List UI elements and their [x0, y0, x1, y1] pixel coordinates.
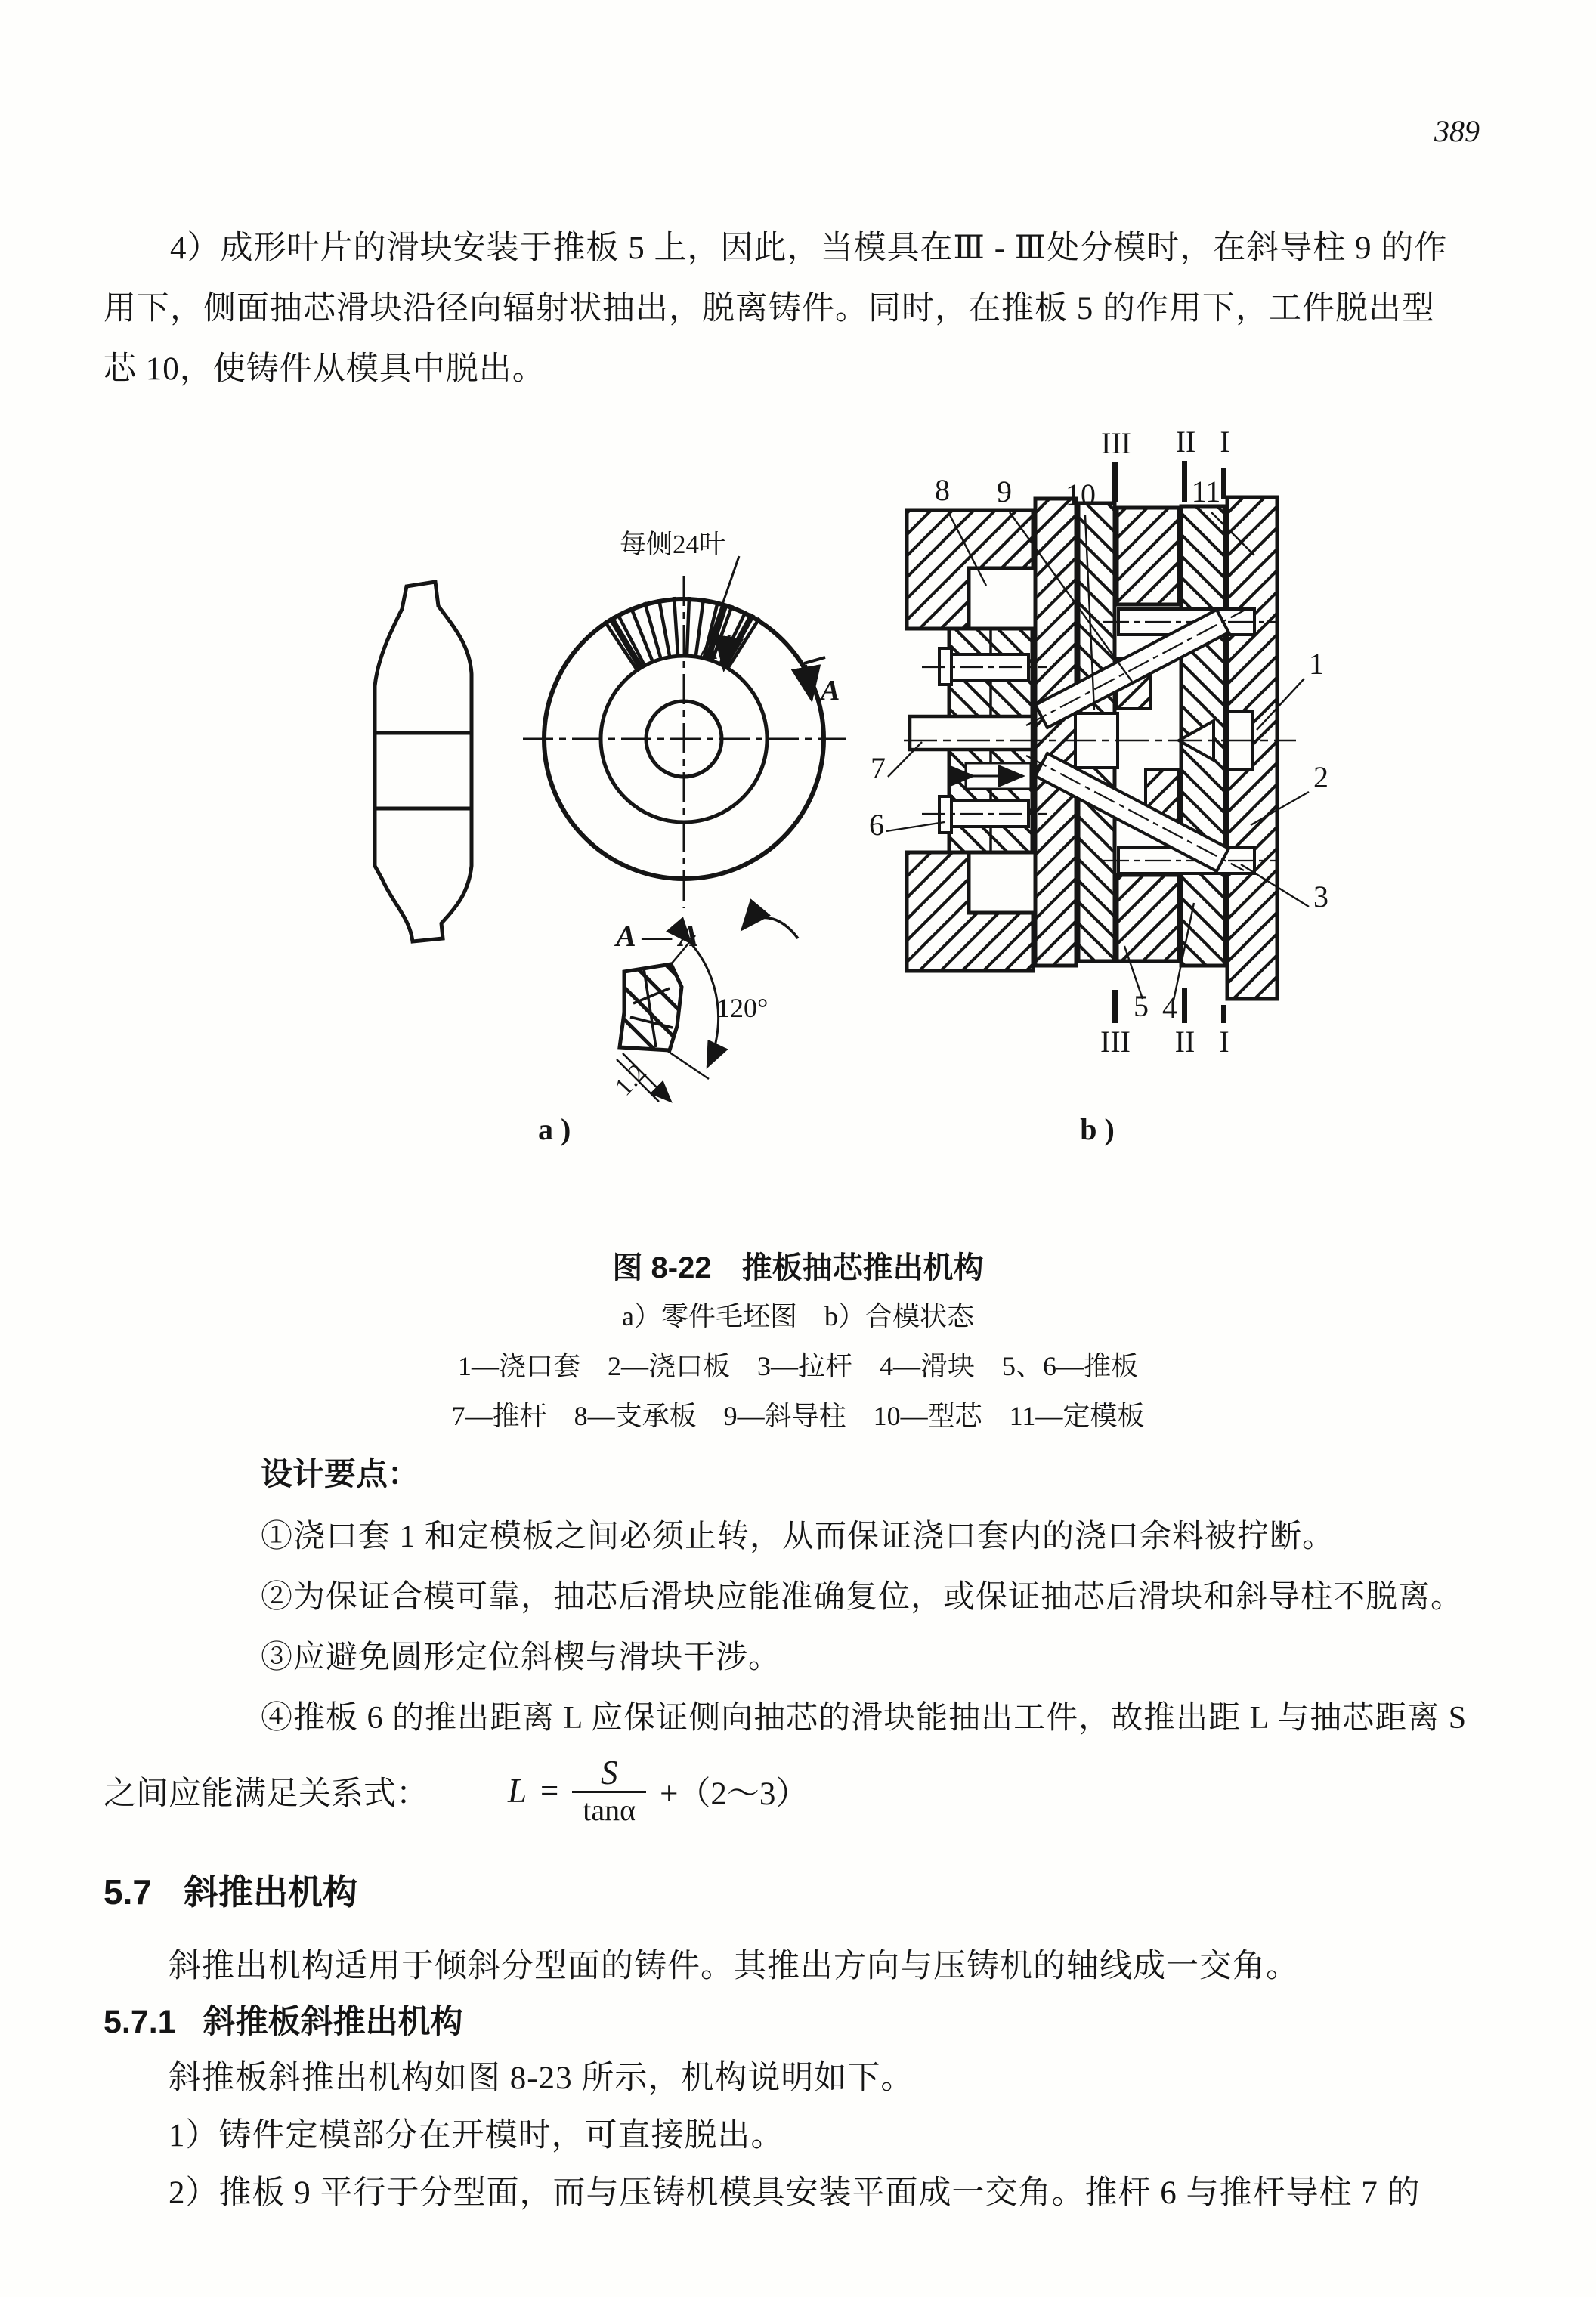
clamp-bracket-bottom — [907, 852, 1033, 971]
formula-denominator: tanα — [572, 1791, 646, 1826]
figure-caption-subtitle: a）零件毛坯图 b）合模状态 — [622, 1301, 974, 1331]
figure-8-22-drawing — [317, 408, 1481, 1220]
callout-11: 11 — [1191, 475, 1221, 509]
slide-blocks — [1117, 508, 1179, 961]
section-5-7-1-title: 斜推板斜推出机构 — [203, 2004, 463, 2040]
mark-top-III: III — [1101, 426, 1131, 460]
formula-lhs: L — [508, 1772, 527, 1810]
top-paragraph-line-2: 用下，侧面抽芯滑块沿径向辐射状抽出，脱离铸件。同时，在推板 5 的作用下，工件脱出型 — [104, 291, 1435, 326]
section-5-7-1-line-3: 2）推板 9 平行于分型面，而与压铸机模具安装平面成一交角。推杆 6 与推杆导柱 7 的 — [169, 2175, 1421, 2211]
section-arrow-right-bar — [804, 657, 825, 663]
clamp-bracket-top — [907, 510, 1033, 629]
design-points-heading: 设计要点： — [261, 1456, 420, 1492]
part-a-label: a ) — [538, 1112, 571, 1146]
angle-dim-label: 120° — [716, 993, 769, 1023]
callout-10: 10 — [1066, 478, 1096, 512]
callout-5: 5 — [1134, 989, 1149, 1023]
callout-6: 6 — [869, 808, 884, 842]
top-paragraph-line-3: 芯 10，使铸件从模具中脱出。 — [104, 351, 546, 387]
section-view-arc-arrow — [742, 918, 798, 938]
page-number: 389 — [1434, 114, 1480, 148]
thickness-dim-label: 1.2 — [609, 1059, 652, 1102]
part-a-section-detail — [610, 918, 798, 1102]
callout-7: 7 — [871, 751, 886, 785]
figure-legend-line-1: 1—浇口套 2—浇口板 3—拉杆 4—滑块 5、6—推板 — [457, 1351, 1138, 1381]
ejector-pin-upper — [922, 648, 1047, 685]
part-b-label: b ) — [1080, 1112, 1115, 1146]
section-5-7-heading — [104, 1865, 357, 1915]
mark-bottom-III: III — [1100, 1025, 1130, 1059]
figure-caption-title: 图 8-22 推板抽芯推出机构 — [612, 1251, 984, 1285]
design-point-4: ④推板 6 的推出距离 L 应保证侧向抽芯的滑块能抽出工件，故推出距 L 与抽芯距离 S — [261, 1701, 1468, 1736]
formula-row — [104, 1738, 808, 1844]
formula-expression — [508, 1755, 808, 1826]
section-letter-left: A — [699, 634, 719, 666]
callout-2: 2 — [1313, 760, 1328, 794]
section-5-7-body: 斜推出机构适用于倾斜分型面的铸件。其推出方向与压铸机的轴线成一交角。 — [169, 1949, 1299, 1984]
mark-bottom-II: II — [1174, 1025, 1195, 1059]
part-a-front-view — [523, 530, 846, 908]
mark-top-I: I — [1220, 425, 1230, 459]
ejector-rod-7 — [910, 716, 1032, 750]
formula-equals: = — [540, 1773, 559, 1809]
design-point-1: ①浇口套 1 和定模板之间必须止转，从而保证浇口套内的浇口余料被拧断。 — [261, 1519, 1335, 1554]
mark-top-II: II — [1175, 425, 1196, 459]
section-5-7-title: 斜推出机构 — [183, 1872, 357, 1912]
dim-extension-bottom — [667, 1050, 709, 1079]
hub-band — [375, 733, 472, 808]
formula-fraction — [572, 1755, 646, 1826]
formula-suffix: +（2～3） — [660, 1776, 809, 1812]
top-paragraph-line-1: 4）成形叶片的滑块安装于推板 5 上，因此，当模具在Ⅲ - Ⅲ处分模时，在斜导柱 9 的作 — [170, 230, 1448, 266]
design-point-2: ②为保证合模可靠，抽芯后滑块应能准确复位，或保证抽芯后滑块和斜导柱不脱离。 — [261, 1580, 1464, 1615]
section-5-7-1-line-2: 1）铸件定模部分在开模时，可直接脱出。 — [169, 2118, 784, 2153]
figure-legend-line-2: 7—推杆 8—支承板 9—斜导柱 10—型芯 11—定模板 — [451, 1401, 1145, 1431]
formula-prefix: 之间应能满足关系式： — [104, 1776, 428, 1812]
section-5-7-number: 5.7 — [104, 1872, 152, 1912]
section-5-7-1-number: 5.7.1 — [104, 2004, 176, 2040]
formula-numerator: S — [600, 1753, 618, 1792]
section-view-label: A — A — [616, 919, 699, 953]
part-b-assembly — [904, 497, 1296, 999]
blade-note: 每侧24叶 — [620, 530, 726, 559]
support-plate-8 — [1035, 499, 1076, 966]
callout-8: 8 — [935, 473, 950, 507]
angle-arc — [691, 943, 719, 1067]
design-point-3: ③应避免圆形定位斜楔与滑块干涉。 — [261, 1640, 781, 1675]
section-5-7-1-heading — [104, 1996, 463, 2042]
callout-4: 4 — [1162, 991, 1177, 1025]
section-letter-right: A — [821, 675, 840, 706]
callout-1: 1 — [1309, 647, 1324, 681]
callout-9: 9 — [997, 475, 1012, 509]
callout-3: 3 — [1313, 880, 1328, 914]
section-5-7-1-line-1: 斜推板斜推出机构如图 8-23 所示，机构说明如下。 — [169, 2060, 914, 2096]
part-a-side-view — [375, 582, 472, 941]
ejector-pin-lower — [922, 796, 1047, 833]
mark-bottom-I: I — [1219, 1025, 1229, 1059]
